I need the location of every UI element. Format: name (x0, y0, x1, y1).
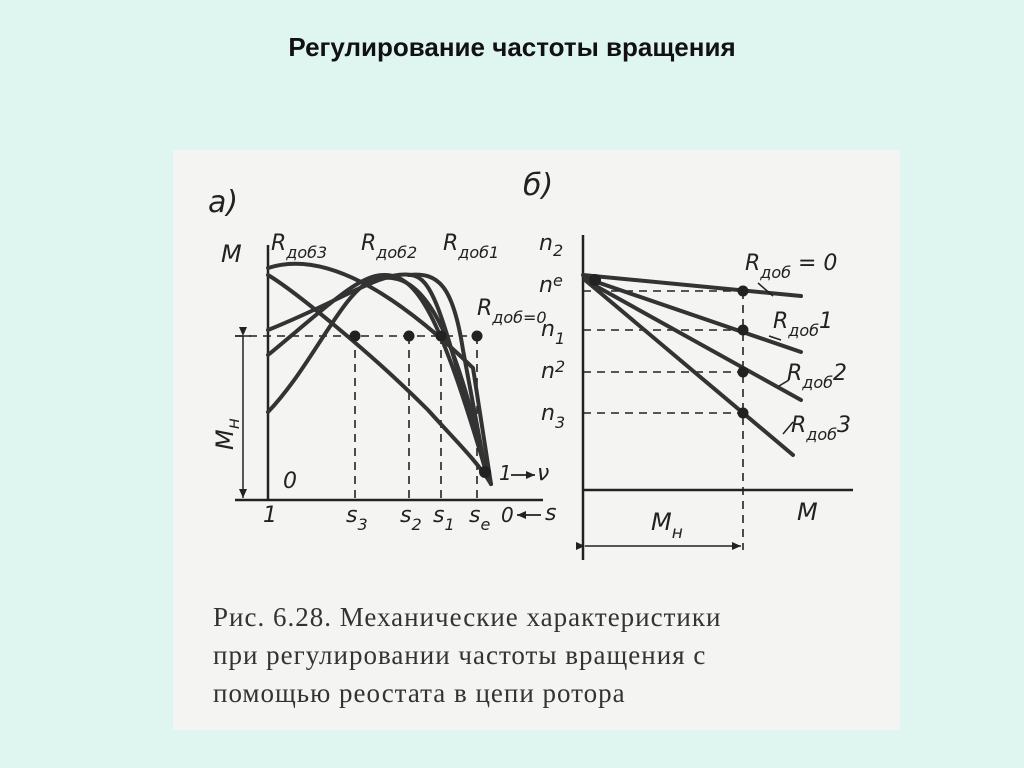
panel-a-right-one: 1 (499, 461, 512, 485)
panel-b-lines (583, 275, 801, 455)
label-r-dob-zero: $R_{доб=0}$ (477, 296, 547, 327)
panel-a-y-axis-label: М (221, 240, 242, 268)
label-b-r-dob-zero: $R_{доб} = 0$ (745, 251, 838, 282)
label-n1: $n_1$ (541, 317, 566, 348)
label-n2: $n^2$ (541, 357, 566, 384)
panel-b (523, 168, 853, 560)
label-n3: $n_3$ (541, 401, 566, 432)
s3-label: $s_3$ (346, 503, 368, 534)
s2-label: $s_2$ (400, 503, 422, 534)
caption-line-2: при регулировании частоты вращения с (213, 640, 707, 670)
panel-b-y-top-label: $n_2$ (539, 231, 564, 260)
figure-scan (173, 150, 900, 730)
label-r-dob2: $R_{доб2}$ (361, 231, 418, 262)
panel-b-m-rated-label: $М_н$ (651, 508, 683, 543)
slide-title: Регулирование частоты вращения (288, 32, 736, 62)
s1-label: $s_1$ (433, 503, 455, 534)
panel-a-tag: а) (208, 185, 239, 220)
label-n-e: $n^e$ (539, 271, 563, 298)
panel-a-origin-zero: 0 (283, 469, 297, 494)
nu-label: ν (537, 461, 550, 486)
label-r-dob3: $R_{доб3}$ (271, 231, 328, 262)
panel-a-left-one: 1 (263, 503, 277, 528)
svg-text:Мн: $М_н$ (211, 418, 244, 450)
s-axis-label: s (545, 501, 557, 526)
caption-line-3: помощью реостата в цепи ротора (213, 678, 626, 708)
panel-b-x-axis-label: М (797, 498, 818, 526)
m-rated-label (211, 418, 244, 450)
panel-a (208, 185, 556, 534)
label-b-r-dob1: $R_{доб}1$ (773, 309, 834, 340)
panel-a-curves (268, 264, 491, 484)
s-zero-label: 0 (501, 503, 514, 527)
leader-b-1 (769, 336, 781, 340)
label-b-r-dob2: $R_{доб}2$ (787, 361, 848, 392)
label-b-r-dob3: $R_{доб}3$ (791, 413, 852, 444)
caption-line-1: Рис. 6.28. Механические характеристики (213, 602, 722, 632)
panel-b-tag: б) (523, 168, 554, 203)
line-r-dob3 (585, 280, 793, 455)
label-r-dob1: $R_{доб1}$ (443, 231, 500, 262)
se-label: $s_e$ (469, 503, 491, 534)
